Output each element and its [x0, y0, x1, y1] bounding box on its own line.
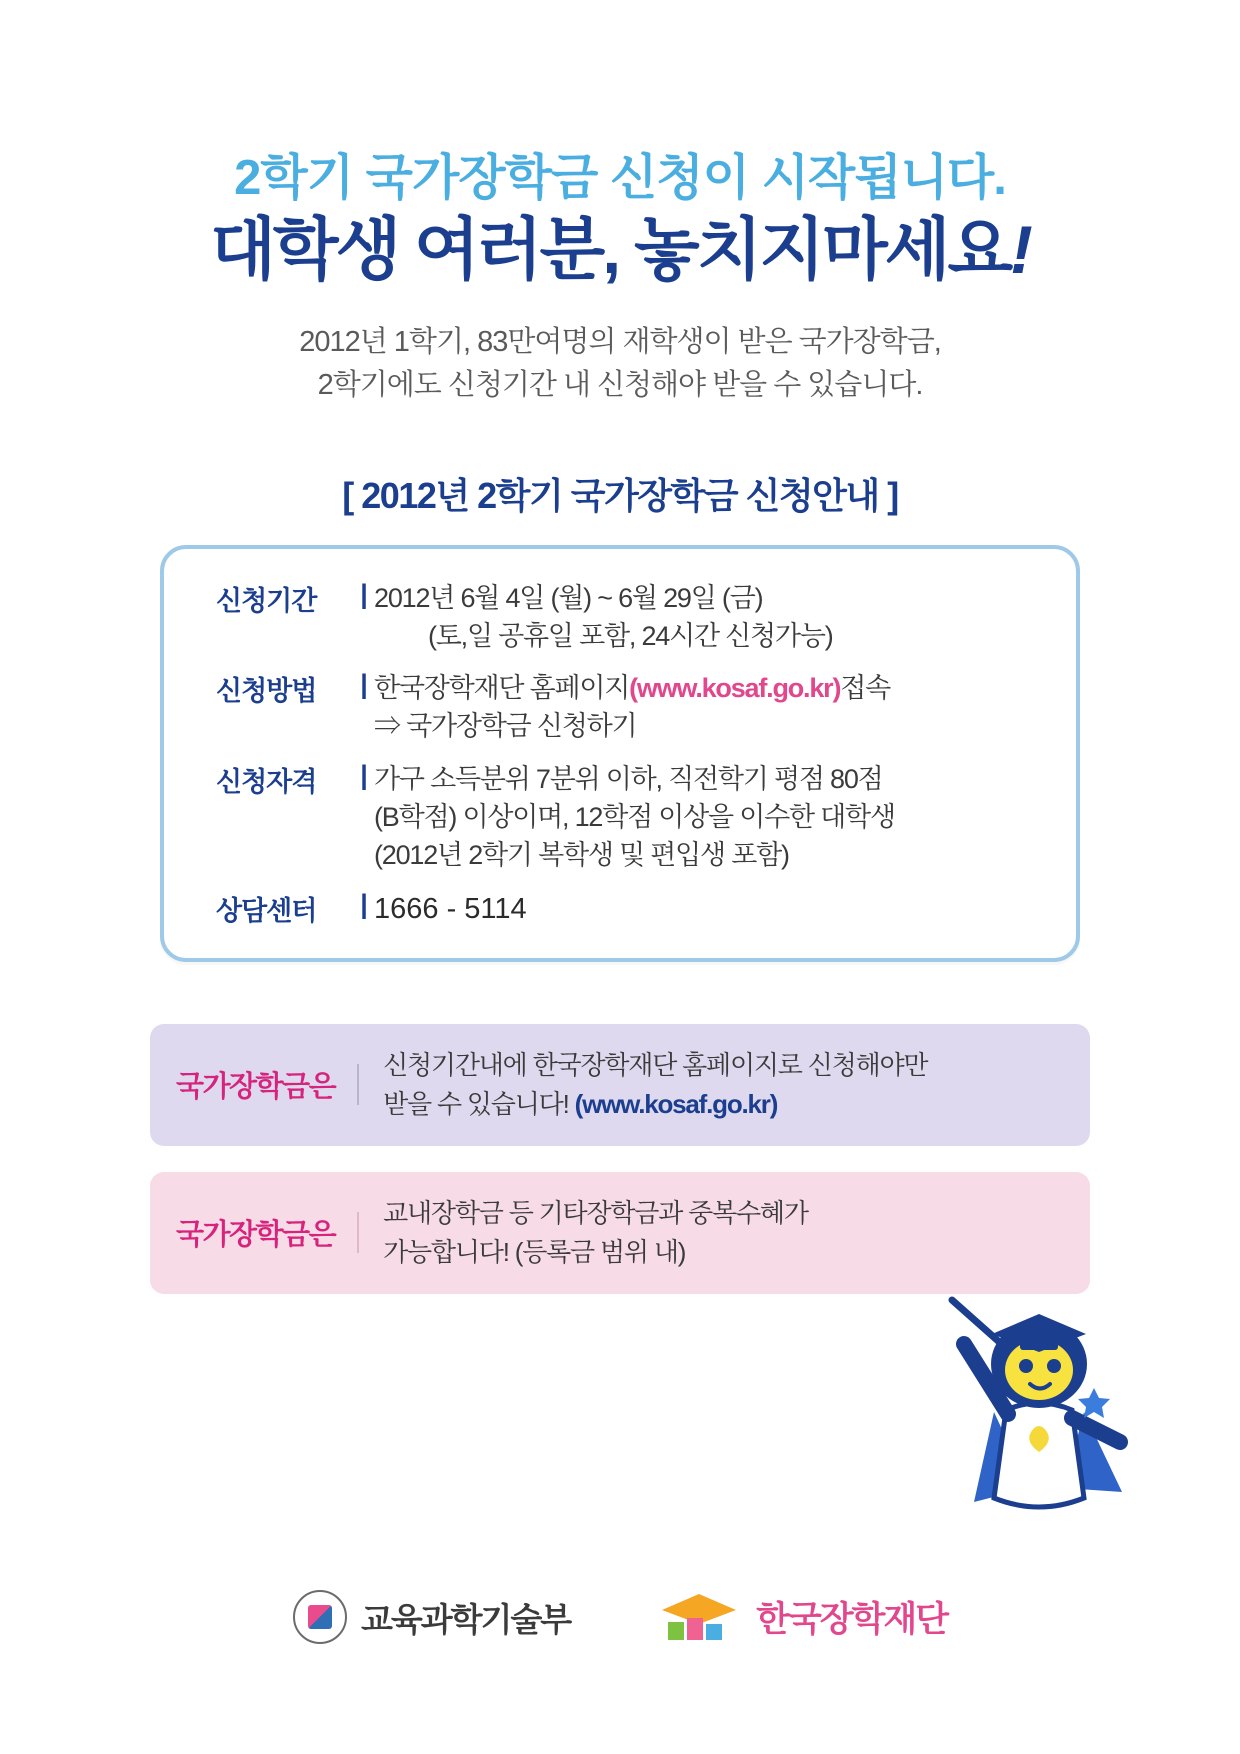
headline-exclamation: ! [1010, 212, 1030, 289]
info-value-method-line-1 [374, 669, 1042, 707]
kosaf-url-link[interactable]: (www.kosaf.go.kr) [629, 673, 841, 704]
info-separator: | [360, 578, 368, 609]
application-info-box [160, 545, 1080, 962]
ministry-logo [293, 1590, 570, 1644]
info-separator: | [360, 888, 368, 919]
callout-duplicate-award [150, 1172, 1090, 1294]
info-row-call-center [216, 889, 1042, 930]
callout-text-2 [383, 1194, 808, 1272]
info-separator: | [360, 759, 368, 790]
callout-list [150, 1024, 1090, 1294]
callout-2-line2-pre: 가능합니다 [383, 1236, 503, 1267]
foundation-logo-label: 한국장학재단 [756, 1600, 948, 1639]
callout-text-1-line-1: 신청기간내에 한국장학재단 홈페이지로 신청해야만 [383, 1049, 928, 1080]
info-value-period-line-2: (토,일 공휴일 포함, 24시간 신청가능) [428, 620, 833, 651]
method-suffix: 접속 [840, 673, 891, 704]
info-value-eligibility-line-3: (2012년 2학기 복학생 및 편입생 포함) [374, 840, 789, 871]
info-value-period [374, 579, 1042, 656]
kosaf-url-link-callout[interactable]: (www.kosaf.go.kr) [574, 1088, 778, 1119]
info-row-method [216, 669, 1042, 746]
headline-block [120, 0, 1120, 289]
info-row-period [216, 579, 1042, 656]
headline-line-2-text: 대학생 여러분, 놓치지마세요 [210, 212, 1011, 289]
foundation-emblem-icon [656, 1590, 742, 1644]
callout-2-line2-mark: ! [502, 1236, 509, 1267]
foundation-logo [656, 1590, 947, 1644]
section-title: [ 2012년 2학기 국가장학금 신청안내 ] [342, 474, 898, 516]
info-value-method [374, 669, 1042, 746]
callout-1-line2-mark: ! [562, 1088, 569, 1119]
info-value-call-center: 1666 - 5114 [374, 892, 527, 925]
callout-text-2-line-1: 교내장학금 등 기타장학금과 중복수혜가 [383, 1197, 808, 1228]
info-value-method-line-2: ⇒ 국가장학금 신청하기 [374, 711, 637, 742]
info-value-period-line-1: 2012년 6월 4일 (월) ~ 6월 29일 (금) [374, 582, 763, 613]
callout-2-line2-note: (등록금 범위 내) [514, 1236, 686, 1267]
info-value-eligibility-line-1: 가구 소득분위 7분위 이하, 직전학기 평점 80점 [374, 763, 883, 794]
subheadline [120, 321, 1120, 408]
info-separator: | [360, 669, 368, 700]
headline-line-2 [120, 212, 1120, 288]
info-row-eligibility [216, 760, 1042, 875]
info-label-call-center: 상담센터 [216, 895, 317, 926]
info-label-period: 신청기간 [216, 585, 317, 616]
info-value-eligibility-line-2: (B학점) 이상이며, 12학점 이상을 이수한 대학생 [374, 802, 895, 833]
callout-1-line2-pre: 받을 수 있습니다 [383, 1088, 563, 1119]
ministry-logo-label: 교육과학기술부 [360, 1600, 571, 1638]
callout-apply-online [150, 1024, 1090, 1146]
callout-tag-2: 국가장학금은 [176, 1212, 359, 1253]
headline-line-1: 2학기 국가장학금 신청이 시작됩니다. [234, 151, 1006, 205]
footer-logos [0, 1590, 1240, 1644]
info-label-method: 신청방법 [216, 676, 317, 707]
callout-tag-1: 국가장학금은 [176, 1064, 359, 1105]
subheadline-line-2: 2학기에도 신청기간 내 신청해야 받을 수 있습니다. [317, 369, 923, 401]
subheadline-line-1: 2012년 1학기, 83만여명의 재학생이 받은 국가장학금, [299, 325, 941, 358]
callout-text-1 [383, 1046, 927, 1124]
info-value-eligibility [374, 760, 1042, 875]
ministry-emblem-icon [293, 1590, 347, 1644]
method-prefix: 한국장학재단 홈페이지 [374, 673, 630, 704]
callout-text-2-line-2 [383, 1233, 808, 1272]
mascot-illustration [934, 1292, 1144, 1522]
callout-text-1-line-2 [383, 1085, 927, 1124]
info-label-eligibility: 신청자격 [216, 766, 317, 797]
